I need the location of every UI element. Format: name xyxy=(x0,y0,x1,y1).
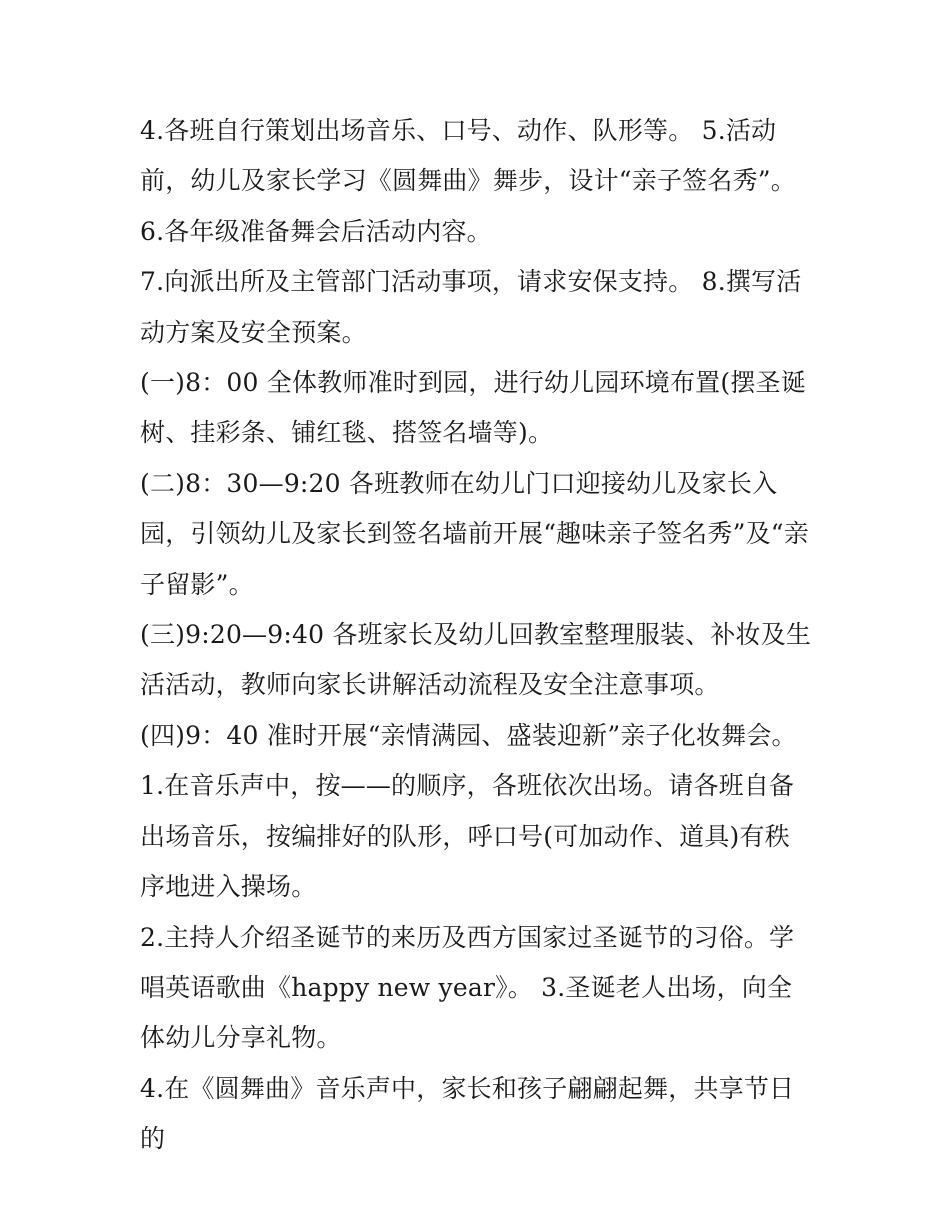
document-body xyxy=(140,106,812,1165)
paragraph-step-one: (一)8：00 全体教师准时到园，进行幼儿园环境布置(摆圣诞树、挂彩条、铺红毯、搭签名墙等)。 xyxy=(140,368,806,448)
paragraph-dance-item-1: 1.在音乐声中，按——的顺序，各班依次出场。请各班自备出场音乐，按编排好的队形，呼口号(可加动作、道具)有秩序地进入操场。 xyxy=(140,771,795,902)
paragraph-step-three: (三)9:20—9:40 各班家长及幼儿回教室整理服装、补妆及生活活动，教师向家长讲解活动流程及安全注意事项。 xyxy=(140,620,812,700)
paragraph-dance-item-4: 4.在《圆舞曲》音乐声中，家长和孩子翩翩起舞，共享节日的 xyxy=(140,1073,795,1154)
paragraph-step-four: (四)9：40 准时开展“亲情满园、盛装迎新”亲子化妆舞会。 xyxy=(140,720,797,750)
paragraph-prep-items-4-6: 4.各班自行策划出场音乐、口号、动作、队形等。 5.活动前，幼儿及家长学习《圆舞曲》舞步，设计“亲子签名秀”。 6.各年级准备舞会后活动内容。 xyxy=(140,116,796,246)
paragraph-step-two: (二)8：30—9:20 各班教师在幼儿门口迎接幼儿及家长入园，引领幼儿及家长到签名墙前开展“趣味亲子签名秀”及“亲子留影”。 xyxy=(140,468,809,599)
paragraph-dance-items-2-3: 2.主持人介绍圣诞节的来历及西方国家过圣诞节的习俗。学唱英语歌曲《happy new year》。 3.圣诞老人出场，向全体幼儿分享礼物。 xyxy=(140,922,795,1053)
paragraph-prep-items-7-8: 7.向派出所及主管部门活动事项，请求安保支持。 8.撰写活动方案及安全预案。 xyxy=(140,267,802,347)
